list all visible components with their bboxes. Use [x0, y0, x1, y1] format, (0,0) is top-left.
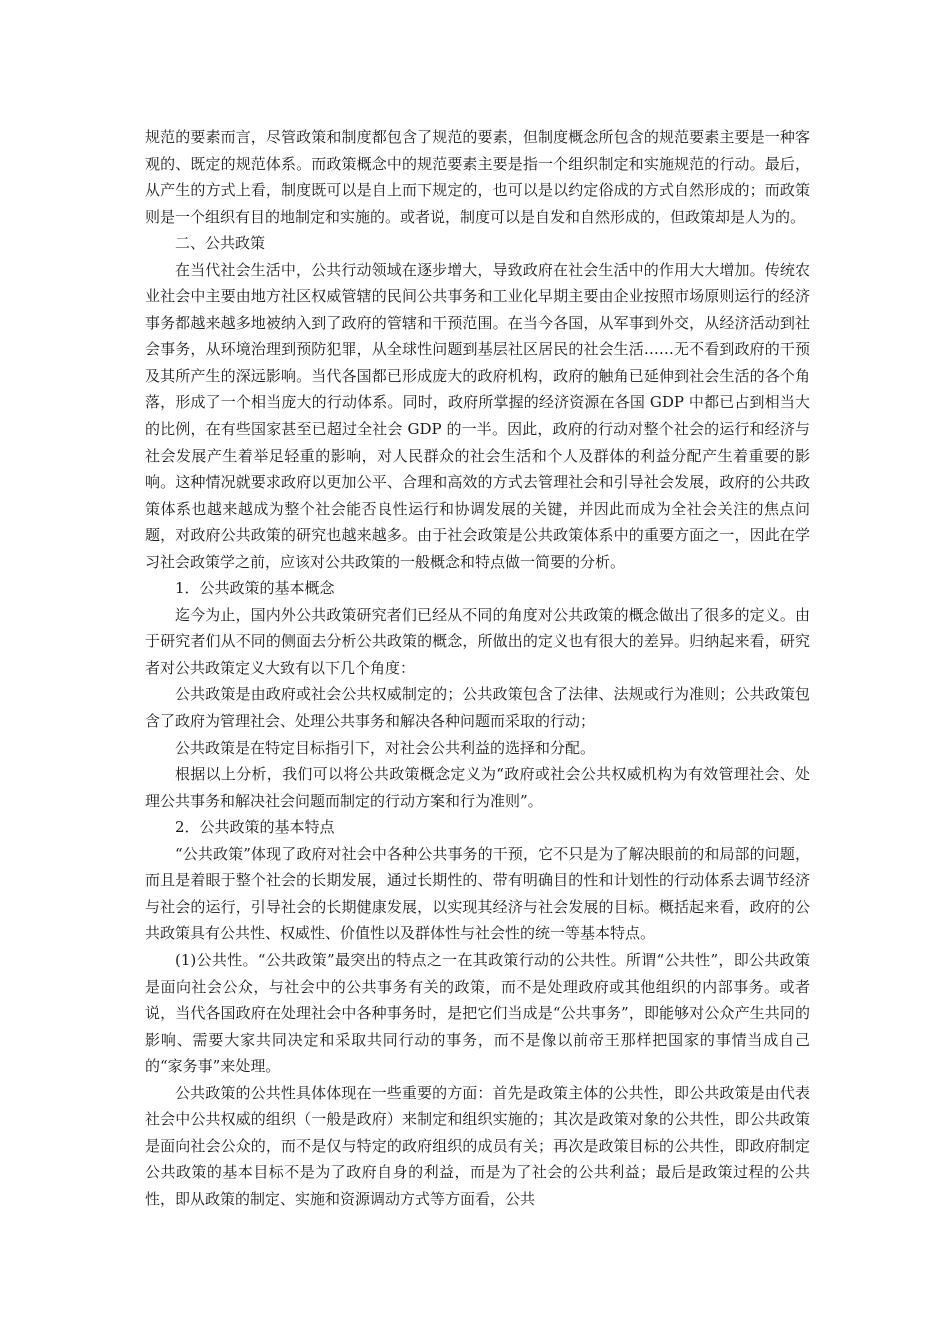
paragraph: 公共政策是在特定目标指引下，对社会公共利益的选择和分配。	[175, 738, 596, 757]
subsection-heading-basic-features: 2．公共政策的基本特点	[175, 818, 335, 837]
paragraph: (1)公共性。“公共政策”最突出的特点之一在其政策行动的公共性。所谓“公共性”，即公共政策是面向社会公众，与社会中的公共事务有关的政策，而不是处理政府或其他组织的内部事务。或者说，当代各国政府在处理社会中各种事务时，是把它们当成是“公共事务”，即能够对公众产生共同的影响、需要大家共同决定和采取共同行动的事务，而不是像以前帝王那样把国家的事情当成自己的“家务事”来处理。	[145, 950, 810, 1076]
section-heading-public-policy: 二、公共政策	[175, 234, 266, 253]
paragraph: “公共政策”体现了政府对社会中各种公共事务的干预，它不只是为了解决眼前的和局部的问题，而且是着眼于整个社会的长期发展，通过长期性的、带有明确目的性和计划性的行动体系去调节经济与社会的运行，引导社会的长期健康发展，以实现其经济与社会发展的目标。概括起来看，政府的公共政策具有公共性、权威性、价值性以及群体性与社会性的统一等基本特点。	[145, 844, 810, 943]
paragraph: 根据以上分析，我们可以将公共政策概念定义为“政府或社会公共权威机构为有效管理社会、处理公共事务和解决社会问题而制定的行动方案和行为准则”。	[145, 765, 810, 810]
paragraph: 公共政策是由政府或社会公共权威制定的；公共政策包含了法律、法规或行为准则；公共政策包含了政府为管理社会、处理公共事务和解决各种问题而采取的行动；	[145, 685, 810, 731]
paragraph: 迄今为止，国内外公共政策研究者们已经从不同的角度对公共政策的概念做出了很多的定义。由于研究者们从不同的侧面去分析公共政策的概念，所做出的定义也有很大的差异。归纳起来看，研究者对公共政策定义大致有以下几个角度：	[145, 605, 810, 677]
subsection-heading-basic-concept: 1．公共政策的基本概念	[175, 579, 335, 598]
body-text	[145, 124, 810, 1212]
paragraph-continuation: 规范的要素而言，尽管政策和制度都包含了规范的要素，但制度概念所包含的规范要素主要是一种客观的、既定的规范体系。而政策概念中的规范要素主要是指一个组织制定和实施规范的行动。最后，从产生的方式上看，制度既可以是自上而下规定的，也可以是以约定俗成的方式自然形成的；而政策则是一个组织有目的地制定和实施的。或者说，制度可以是自发和自然形成的，但政策却是人为的。	[145, 128, 810, 226]
paragraph: 公共政策的公共性具体体现在一些重要的方面：首先是政策主体的公共性，即公共政策是由代表社会中公共权威的组织（一般是政府）来制定和组织实施的；其次是政策对象的公共性，即公共政策是面向社会公众的，而不是仅与特定的政府组织的成员有关；再次是政策目标的公共性，即政府制定公共政策的基本目标不是为了政府自身的利益，而是为了社会的公共利益；最后是政策过程的公共性，即从政策的制定、实施和资源调动方式等方面看，公共	[145, 1083, 810, 1208]
paragraph: 在当代社会生活中，公共行动领域在逐步增大，导致政府在社会生活中的作用大大增加。传统农业社会中主要由地方社区权威管辖的民间公共事务和工业化早期主要由企业按照市场原则运行的经济事务都越来越多地被纳入到了政府的管辖和干预范围。在当今各国，从军事到外交，从经济活动到社会事务，从环境治理到预防犯罪，从全球性问题到基层社区居民的社会生活……无不看到政府的干预及其所产生的深远影响。当代各国都已形成庞大的政府机构，政府的触角已延伸到社会生活的各个角落，形成了一个相当庞大的行动体系。同时，政府所掌握的经济资源在各国 GDP 中都已占到相当大的比例，在有些国家甚至已超过全社会 GDP 的一半。因此，政府的行动对整个社会的运行和经济与社会发展产生着举足轻重的影响，对人民群众的社会生活和个人及群体的利益分配产生着重要的影响。这种情况就要求政府以更加公平、合理和高效的方式去管理社会和引导社会发展，政府的公共政策体系也越来越成为整个社会能否良性运行和协调发展的关键，并因此而成为全社会关注的焦点问题，对政府公共政策的研究也越来越多。由于社会政策是公共政策体系中的重要方面之一，因此在学习社会政策学之前，应该对公共政策的一般概念和特点做一简要的分析。	[145, 260, 810, 571]
